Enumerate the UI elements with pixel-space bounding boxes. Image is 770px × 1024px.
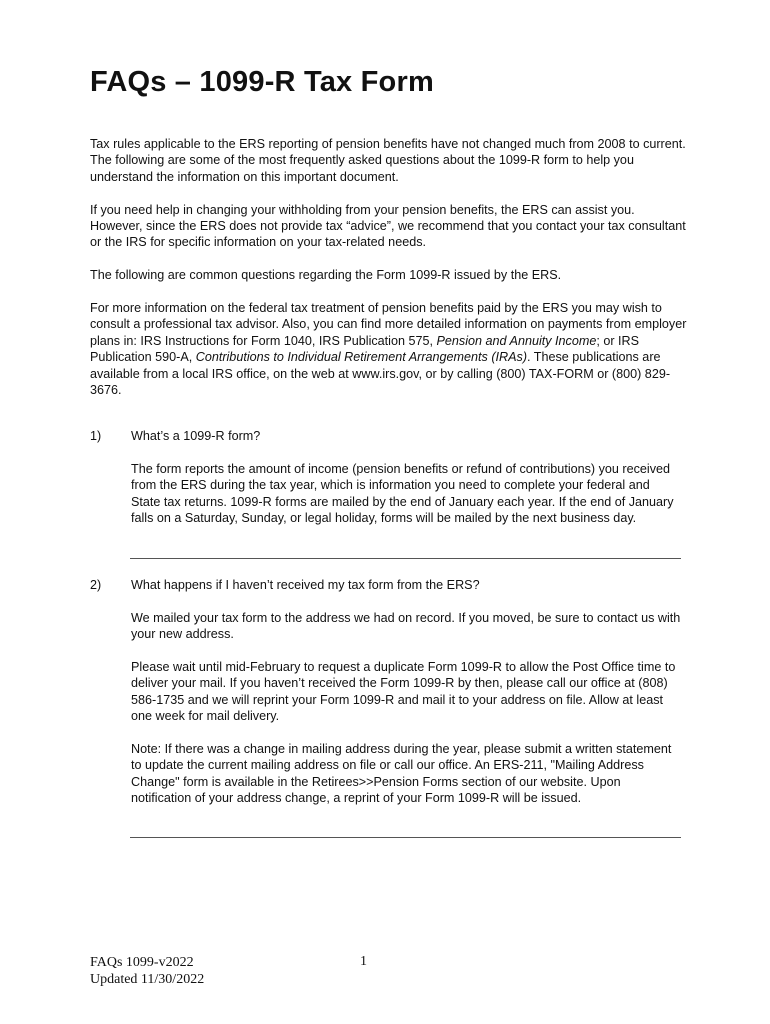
reference-text: ; or IRS Publication 590-A, [90,333,640,365]
faq-item [90,577,682,823]
intro-paragraph: Tax rules applicable to the ERS reporting of pension benefits have not changed much from 2008 to current. The following are some of the most frequently asked questions about the 1099-R form to help you understand the information on this important document. [90,137,686,184]
publication-title: Contributions to Individual Retirement Arrangements (IRAs) [195,350,528,365]
faq-answer: The form reports the amount of income (pension benefits or refund of contributions) you received from the ERS during the tax year, which is information you need to complete your federal and State tax returns. 1099-R forms are mailed by the end of January each year. If the end of January falls on a Saturday, Sunday, or legal holiday, forms will be mailed by the next business day. [131,461,674,526]
faq-item [90,428,682,543]
reference-text: . These publications are available from a local IRS office, on the web at www.irs.gov, or by calling (800) TAX-FORM or (800) 829-3676. [90,350,671,398]
faq-question: What happens if I haven’t received my tax form from the ERS? [131,578,480,592]
faq-number: 2) [90,578,102,592]
faq-question: What’s a 1099-R form? [131,429,261,443]
faq-answer: Note: If there was a change in mailing address during the year, please submit a written statement to update the current mailing address on file or call our office. An ERS-211, "Mailing Address Change" form is available in the Retirees>>Pension Forms section of our website. Upon notification of your address change, a reprint of your Form 1099-R will be issued. [131,742,672,806]
footer-updated-date: Updated 11/30/2022 [90,972,205,987]
faq-number: 1) [90,429,102,443]
section-divider [130,558,681,559]
intro-paragraph: The following are common questions regarding the Form 1099-R issued by the ERS. [90,268,562,283]
page-number: 1 [360,954,367,969]
intro-paragraph-references [90,300,690,398]
reference-text: For more information on the federal tax treatment of pension benefits paid by the ERS you may wish to consult a professional tax advisor. Also, you can find more detailed information on payments from employer plans in: IRS Instructions for Form 1040, IRS Publication 575, [90,301,687,348]
faq-answer: Please wait until mid-February to request a duplicate Form 1099-R to allow the Post Office time to deliver your mail. If you haven’t received the Form 1099-R by then, please call our office at (808) 586-1735 and we will reprint your Form 1099-R and mail it to your address on file. Allow at least one week for mail delivery. [131,660,676,724]
section-divider [130,837,681,838]
page-footer [90,954,204,988]
publication-title: Pension and Annuity Income [436,333,597,348]
footer-doc-id: FAQs 1099-v2022 [90,955,194,970]
faq-answer: We mailed your tax form to the address we had on record. If you moved, be sure to contact us with your new address. [131,610,681,642]
page-title: FAQs – 1099-R Tax Form [90,66,434,98]
intro-section [90,136,690,415]
intro-paragraph: If you need help in changing your withholding from your pension benefits, the ERS can assist you. However, since the ERS does not provide tax “advice”, we recommend that you contact your tax consultant or the IRS for specific information on your tax-related needs. [90,202,686,250]
